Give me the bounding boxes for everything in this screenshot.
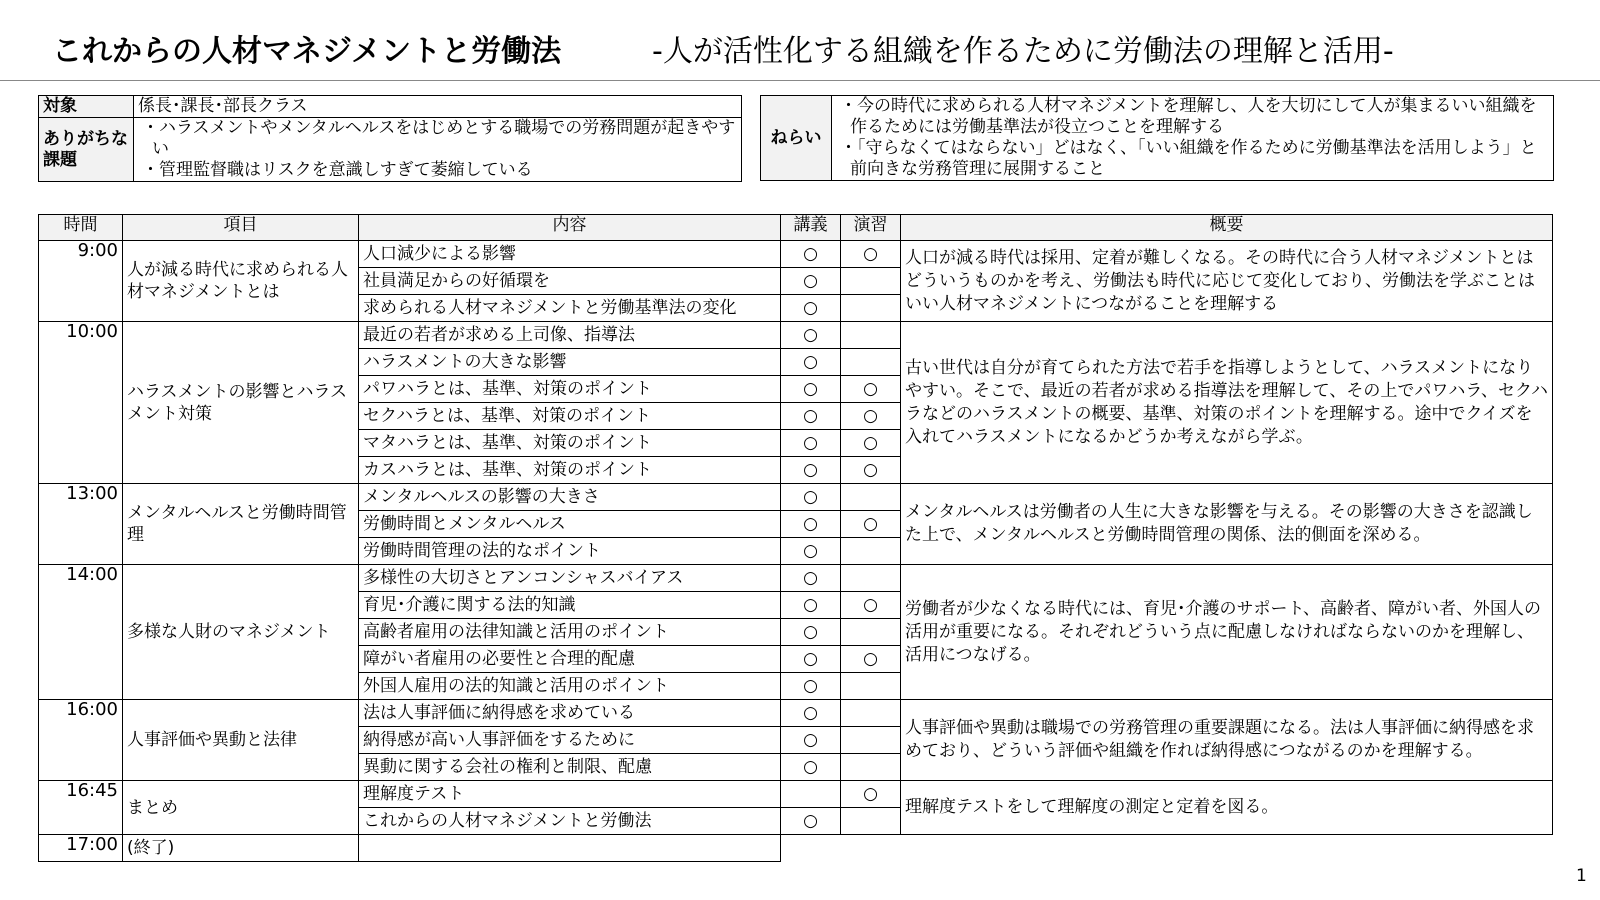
content-cell: 労働時間とメンタルヘルス [359, 511, 781, 538]
content-cell: これからの人材マネジメントと労働法 [359, 808, 781, 835]
time-cell: 16:00 [39, 700, 123, 781]
header-time: 時間 [39, 215, 123, 241]
table-row-end [39, 835, 1553, 862]
lecture-mark: ○ [781, 268, 841, 295]
aim-item: ・今の時代に求められる人材マネジメントを理解し、人を大切にして人が集まるいい組織を作るためには労働基準法が役立つことを理解する [840, 96, 1537, 137]
exercise-mark [841, 673, 901, 700]
page-title: これからの人材マネジメントと労働法 [52, 34, 562, 69]
content-cell: 外国人雇用の法的知識と活用のポイント [359, 673, 781, 700]
lecture-mark: ○ [781, 349, 841, 376]
content-cell: 納得感が高い人事評価をするために [359, 727, 781, 754]
content-cell: ハラスメントの大きな影響 [359, 349, 781, 376]
exercise-mark [841, 322, 901, 349]
exercise-mark [841, 268, 901, 295]
item-cell: ハラスメントの影響とハラスメント対策 [123, 322, 359, 484]
header-lecture: 講義 [781, 215, 841, 241]
table-row [39, 781, 1553, 808]
target-info-table [38, 95, 742, 182]
content-cell: 異動に関する会社の権利と制限、配慮 [359, 754, 781, 781]
lecture-mark: ○ [781, 403, 841, 430]
time-cell: 17:00 [39, 835, 123, 862]
lecture-mark: ○ [781, 808, 841, 835]
content-cell-empty [359, 835, 781, 862]
time-cell: 10:00 [39, 322, 123, 484]
summary-cell: 古い世代は自分が育てられた方法で若手を指導しようとして、ハラスメントになりやすい。そこで、最近の若者が求める指導法を理解して、その上でパワハラ、セクハラなどのハラスメントの概要、基準、対策のポイントを理解する。途中でクイズを入れてハラスメントになるかどうか考えながら学ぶ。 [901, 322, 1553, 484]
exercise-mark [841, 565, 901, 592]
schedule-body [39, 241, 1553, 862]
item-cell: (終了) [123, 835, 359, 862]
summary-cell: メンタルヘルスは労働者の人生に大きな影響を与える。その影響の大きさを認識した上で、メンタルヘルスと労働時間管理の関係、法的側面を深める。 [901, 484, 1553, 565]
issue-item: ・管理監督職はリスクを意識しすぎて萎縮している [142, 160, 533, 180]
header-summary: 概要 [901, 215, 1553, 241]
time-cell: 16:45 [39, 781, 123, 835]
lecture-mark: ○ [781, 484, 841, 511]
target-row [39, 96, 742, 118]
issues-row [39, 118, 742, 182]
lecture-mark: ○ [781, 322, 841, 349]
item-cell: まとめ [123, 781, 359, 835]
exercise-mark: ○ [841, 241, 901, 268]
title-bar [0, 0, 1600, 81]
lecture-mark: ○ [781, 241, 841, 268]
content-cell: セクハラとは、基準、対策のポイント [359, 403, 781, 430]
exercise-mark: ○ [841, 592, 901, 619]
item-cell: 人事評価や異動と法律 [123, 700, 359, 781]
exercise-mark [841, 754, 901, 781]
lecture-mark [781, 781, 841, 808]
exercise-mark [841, 484, 901, 511]
header-item: 項目 [123, 215, 359, 241]
content-cell: 社員満足からの好循環を [359, 268, 781, 295]
exercise-mark: ○ [841, 403, 901, 430]
exercise-mark: ○ [841, 646, 901, 673]
table-row [39, 484, 1553, 511]
issues-label: ありがちな課題 [39, 118, 134, 182]
page-number: 1 [1576, 866, 1587, 886]
content-cell: マタハラとは、基準、対策のポイント [359, 430, 781, 457]
aim-item: ・「守らなくてはならない」どはなく、「いい組織を作るために労働基準法を活用しよう」と前向きな労務管理に展開すること [840, 138, 1537, 179]
exercise-mark: ○ [841, 457, 901, 484]
item-cell: メンタルヘルスと労働時間管理 [123, 484, 359, 565]
content-cell: カスハラとは、基準、対策のポイント [359, 457, 781, 484]
content-cell: 理解度テスト [359, 781, 781, 808]
exercise-mark: ○ [841, 430, 901, 457]
summary-cell: 理解度テストをして理解度の測定と定着を図る。 [901, 781, 1553, 835]
content-cell: 最近の若者が求める上司像、指導法 [359, 322, 781, 349]
content-cell: パワハラとは、基準、対策のポイント [359, 376, 781, 403]
exercise-mark [841, 295, 901, 322]
exercise-mark [841, 349, 901, 376]
time-cell: 13:00 [39, 484, 123, 565]
time-cell: 9:00 [39, 241, 123, 322]
lecture-mark: ○ [781, 295, 841, 322]
target-label: 対象 [39, 96, 134, 118]
lecture-mark: ○ [781, 376, 841, 403]
lecture-mark: ○ [781, 592, 841, 619]
lecture-mark: ○ [781, 727, 841, 754]
time-cell: 14:00 [39, 565, 123, 700]
item-cell: 人が減る時代に求められる人材マネジメントとは [123, 241, 359, 322]
schedule-table [38, 214, 1553, 862]
lecture-mark: ○ [781, 646, 841, 673]
exercise-mark: ○ [841, 376, 901, 403]
summary-cell: 人口が減る時代は採用、定着が難しくなる。その時代に合う人材マネジメントとはどういうものかを考え、労働法も時代に応じて変化しており、労働法を学ぶことはいい人材マネジメントにつながることを理解する [901, 241, 1553, 322]
header-content: 内容 [359, 215, 781, 241]
content-cell: 労働時間管理の法的なポイント [359, 538, 781, 565]
schedule-header-row [39, 215, 1553, 241]
lecture-mark: ○ [781, 538, 841, 565]
issues-cell [134, 118, 742, 182]
aim-cell [832, 96, 1554, 181]
target-value: 係長･課長･部長クラス [134, 96, 742, 118]
table-row [39, 565, 1553, 592]
exercise-mark [841, 808, 901, 835]
content-cell: 人口減少による影響 [359, 241, 781, 268]
aim-row [761, 96, 1554, 181]
content-cell: 求められる人材マネジメントと労働基準法の変化 [359, 295, 781, 322]
exercise-mark [841, 727, 901, 754]
lecture-mark: ○ [781, 511, 841, 538]
issue-item: ・ハラスメントやメンタルヘルスをはじめとする職場での労務問題が起きやすい [142, 118, 736, 159]
summary-cell: 人事評価や異動は職場での労務管理の重要課題になる。法は人事評価に納得感を求めており、どういう評価や組織を作れば納得感につながるのかを理解する。 [901, 700, 1553, 781]
content-cell: メンタルヘルスの影響の大きさ [359, 484, 781, 511]
content-cell: 法は人事評価に納得感を求めている [359, 700, 781, 727]
table-row [39, 241, 1553, 268]
exercise-mark: ○ [841, 781, 901, 808]
lecture-mark: ○ [781, 619, 841, 646]
exercise-mark: ○ [841, 511, 901, 538]
lecture-mark: ○ [781, 700, 841, 727]
summary-cell: 労働者が少なくなる時代には、育児･介護のサポート、高齢者、障がい者、外国人の活用が重要になる。それぞれどういう点に配慮しなければならないのかを理解し、活用につなげる。 [901, 565, 1553, 700]
lecture-mark: ○ [781, 754, 841, 781]
content-cell: 障がい者雇用の必要性と合理的配慮 [359, 646, 781, 673]
lecture-mark: ○ [781, 430, 841, 457]
exercise-mark [841, 700, 901, 727]
aim-label: ねらい [761, 96, 832, 181]
table-row [39, 322, 1553, 349]
table-row [39, 700, 1553, 727]
item-cell: 多様な人財のマネジメント [123, 565, 359, 700]
lecture-mark: ○ [781, 457, 841, 484]
lecture-mark: ○ [781, 565, 841, 592]
exercise-mark [841, 538, 901, 565]
exercise-mark [841, 619, 901, 646]
content-cell: 多様性の大切さとアンコンシャスバイアス [359, 565, 781, 592]
header-exercise: 演習 [841, 215, 901, 241]
lecture-mark: ○ [781, 673, 841, 700]
content-cell: 高齢者雇用の法律知識と活用のポイント [359, 619, 781, 646]
content-cell: 育児･介護に関する法的知識 [359, 592, 781, 619]
page-subtitle: -人が活性化する組織を作るために労働法の理解と活用- [652, 34, 1394, 69]
aim-table [760, 95, 1554, 181]
